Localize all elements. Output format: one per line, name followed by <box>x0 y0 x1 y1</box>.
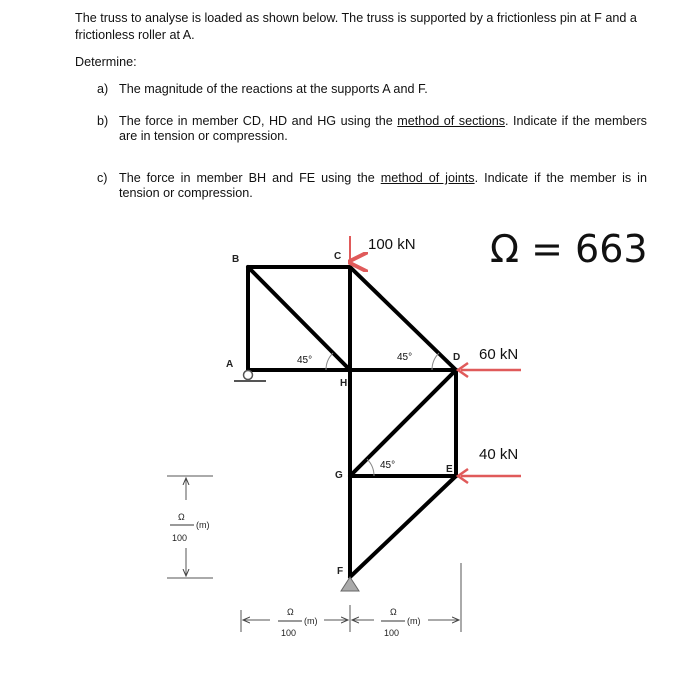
member-dg <box>350 370 456 476</box>
node-label-h: H <box>340 378 348 389</box>
node-label-c: C <box>334 251 342 262</box>
horiz-right-dim-numerator: Ω <box>390 607 397 617</box>
question-c-pre: The force in member BH and FE using the <box>119 171 381 185</box>
question-b-post: . Indicate if the members are in tension or compression. <box>119 114 647 143</box>
intro-text: The truss to analyse is loaded as shown below. The truss is supported by a frictionless pin at F and a frictionless roller at A. <box>75 11 637 42</box>
node-label-g: G <box>335 470 343 481</box>
handwritten-omega-value: Ω = 663 <box>490 227 648 271</box>
question-b-pre: The force in member CD, HD and HG using the <box>119 114 398 128</box>
angle-label-hd: 45° <box>397 352 413 363</box>
load-label-c: 100 kN <box>368 236 416 253</box>
truss-members <box>248 267 456 577</box>
question-a-text: The magnitude of the reactions at the supports A and F. <box>119 82 428 96</box>
horiz-right-dim-denominator: 100 <box>384 628 400 638</box>
horiz-left-dim-denominator: 100 <box>281 628 297 638</box>
question-c-post: . Indicate if the member is in tension or compression. <box>119 171 647 200</box>
question-b-method-link: method of sections <box>397 114 506 128</box>
angle-arc-ge <box>367 459 374 476</box>
pin-support-f <box>341 577 359 591</box>
node-label-a: A <box>226 359 234 370</box>
vertical-dim-numerator: Ω <box>178 512 185 522</box>
horiz-right-dim-unit: (m) <box>407 616 421 626</box>
determine-heading: Determine: <box>75 55 137 69</box>
node-label-b: B <box>232 254 240 265</box>
question-b-label: b) <box>97 114 109 128</box>
vertical-dimension <box>167 476 213 578</box>
node-label-e: E <box>446 464 453 475</box>
question-c-label: c) <box>97 171 108 185</box>
angle-label-ge: 45° <box>380 460 396 471</box>
member-ef <box>350 476 456 577</box>
horiz-left-dim-numerator: Ω <box>287 607 294 617</box>
angle-arc-hd <box>432 353 439 370</box>
question-c-method-link: method of joints <box>380 171 475 185</box>
question-a-label: a) <box>97 82 109 96</box>
vertical-dim-unit: (m) <box>196 520 210 530</box>
node-label-f: F <box>337 566 344 577</box>
angle-arc-ah <box>326 353 333 370</box>
horiz-left-dim-unit: (m) <box>304 616 318 626</box>
roller-support-a <box>234 371 266 382</box>
node-label-d: D <box>453 352 461 363</box>
load-label-e: 40 kN <box>479 446 519 463</box>
vertical-dim-denominator: 100 <box>172 533 188 543</box>
load-label-d: 60 kN <box>479 346 519 363</box>
angle-label-ah: 45° <box>297 355 313 366</box>
